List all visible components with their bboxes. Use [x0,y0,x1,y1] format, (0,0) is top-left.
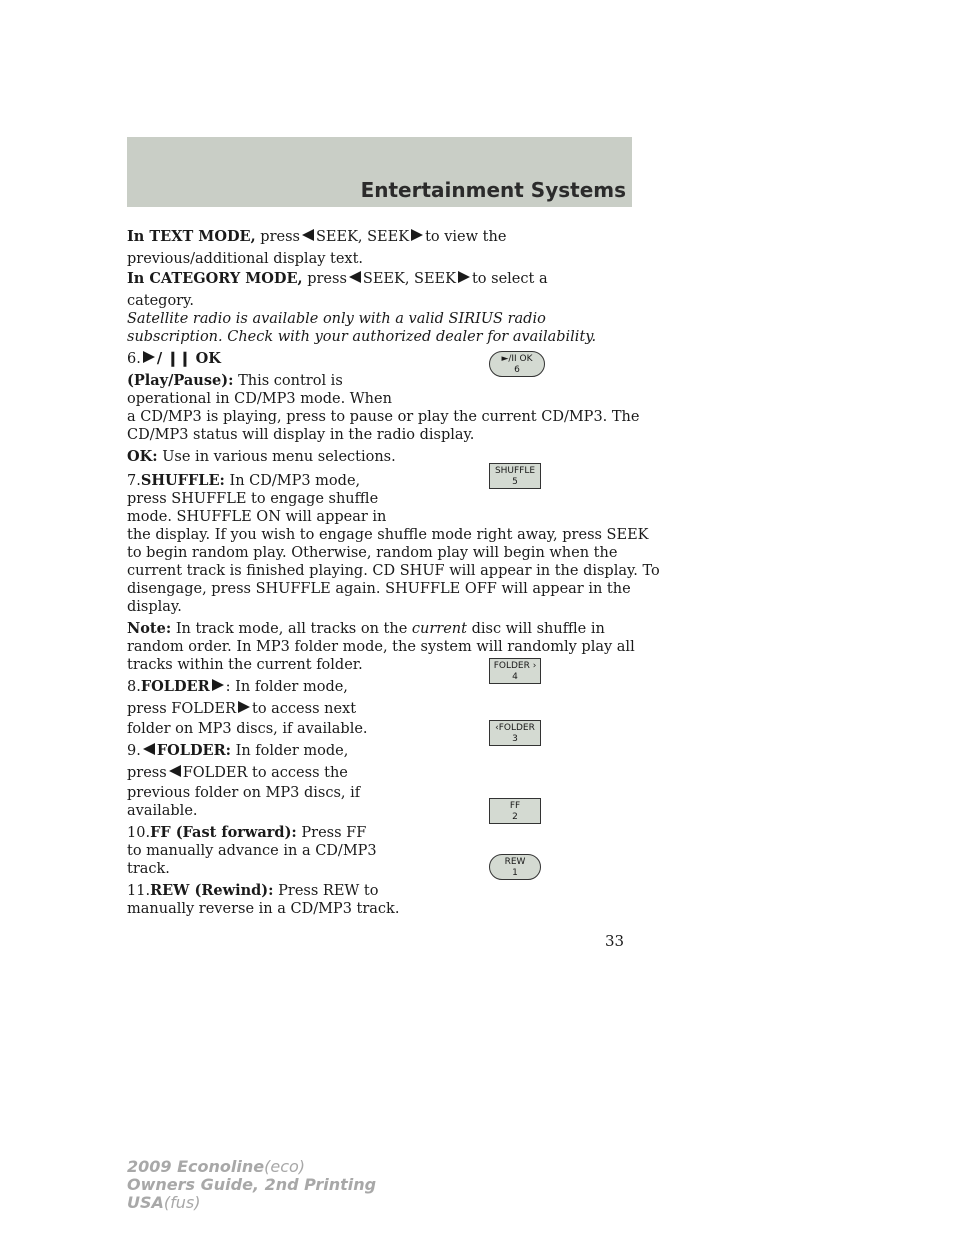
seek-right-icon [458,271,470,283]
play-pause-ok-button-illustration: ►/II OK 6 [489,351,545,377]
folder-next-icon [212,679,224,691]
item9-line-1: 9. FOLDER: In folder mode, [127,742,349,759]
item6-line-3: a CD/MP3 is playing, press to pause or play the current CD/MP3. The [127,409,640,425]
note-line-3: tracks within the current folder. [127,657,363,673]
seek-left-icon [302,229,314,241]
item8-line-1: 8.FOLDER : In folder mode, [127,678,348,695]
seek-left-icon [349,271,361,283]
item10-line-2: to manually advance in a CD/MP3 [127,843,377,859]
category-mode-line-2: category. [127,293,194,309]
item9-line-2: press FOLDER to access the [127,765,348,781]
folder-prev-button-illustration: ‹FOLDER 3 [489,720,541,746]
item8-line-2: press FOLDER to access next [127,701,357,717]
item6-line-2: operational in CD/MP3 mode. When [127,391,392,407]
satellite-note-line-2: subscription. Check with your authorized dealer for availability. [127,329,597,345]
item8-line-3: folder on MP3 discs, if available. [127,721,368,737]
item7-line-6: current track is finished playing. CD SHUF will appear in the display. To [127,563,660,579]
rew-button-illustration: REW 1 [489,854,541,880]
page-number: 33 [605,932,625,950]
text-mode-line-1: In TEXT MODE, press SEEK, SEEK to view the [127,228,507,245]
item7-line-8: display. [127,599,182,615]
item7-line-5: to begin random play. Otherwise, random play will begin when the [127,545,618,561]
item7-line-7: disengage, press SHUFFLE again. SHUFFLE OFF will appear in the [127,581,631,597]
category-mode-line-1: In CATEGORY MODE, press SEEK, SEEK to select a [127,270,548,287]
folder-next-icon [238,701,250,713]
item7-line-4: the display. If you wish to engage shuffle mode right away, press SEEK [127,527,649,543]
shuffle-button-illustration: SHUFFLE 5 [489,463,541,489]
note-line-2: random order. In MP3 folder mode, the system will randomly play all [127,639,635,655]
folder-prev-icon [169,765,181,777]
item6-heading: 6. / ❙❙ OK [127,350,221,367]
footer-line-1: 2009 Econoline(eco) [127,1157,306,1176]
item10-line-1: 10.FF (Fast forward): Press FF [127,824,367,841]
section-title: Entertainment Systems [360,178,626,202]
satellite-note-line-1: Satellite radio is available only with a valid SIRIUS radio [127,311,546,327]
seek-right-icon [411,229,423,241]
text-mode-line-2: previous/additional display text. [127,251,364,267]
footer [127,1158,376,1212]
folder-prev-icon [143,743,155,755]
item6-ok-line: OK: Use in various menu selections. [127,448,396,465]
item7-line-1: 7.SHUFFLE: In CD/MP3 mode, [127,472,361,489]
item7-line-2: press SHUFFLE to engage shuffle [127,491,379,507]
folder-next-button-illustration: FOLDER › 4 [489,658,541,684]
section-header [127,137,632,207]
item9-line-4: available. [127,803,198,819]
item11-line-1: 11.REW (Rewind): Press REW to [127,882,379,899]
play-icon [143,351,155,363]
item6-line-4: CD/MP3 status will display in the radio display. [127,427,475,443]
pause-icon: ❙❙ [166,350,192,367]
item11-line-2: manually reverse in a CD/MP3 track. [127,901,400,917]
item10-line-3: track. [127,861,170,877]
ff-button-illustration: FF 2 [489,798,541,824]
footer-line-2: Owners Guide, 2nd Printing [127,1175,377,1194]
item7-line-3: mode. SHUFFLE ON will appear in [127,509,387,525]
item9-line-3: previous folder on MP3 discs, if [127,785,361,801]
note-line-1: Note: In track mode, all tracks on the current disc will shuffle in [127,620,605,637]
item6-line-1: (Play/Pause): This control is [127,372,343,389]
footer-line-3: USA(fus) [127,1193,201,1212]
